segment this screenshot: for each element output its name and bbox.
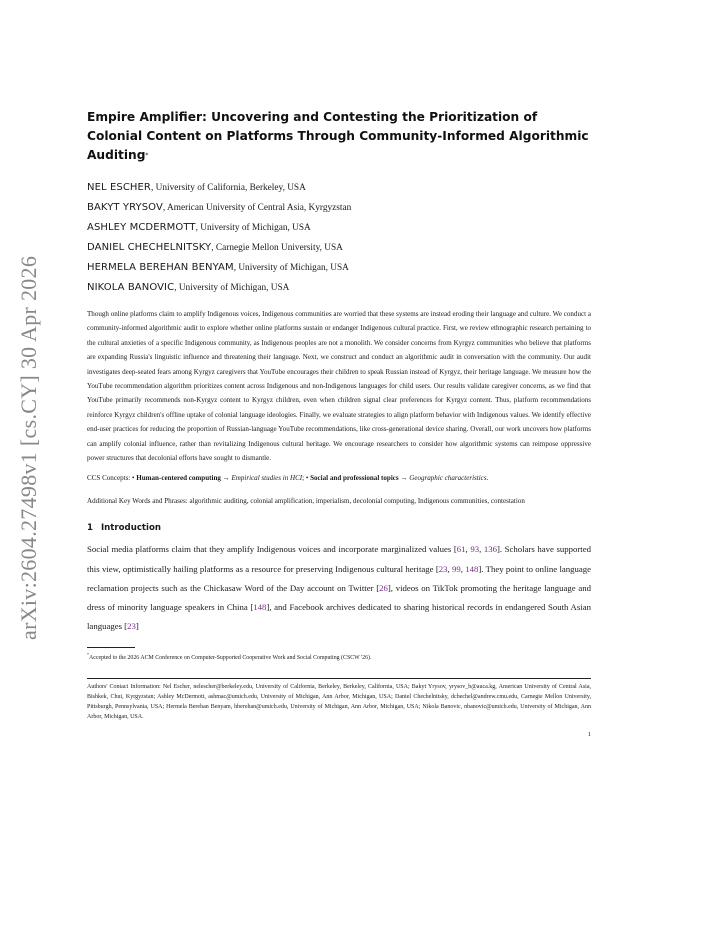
intro-text: ], videos on TikTok promoting the heritage language and dress of minority language speakers in China [ — [87, 582, 591, 613]
author-entry — [87, 198, 591, 218]
author-entry — [87, 278, 591, 298]
footnote-text: Accepted to the 2026 ACM Conference on Computer-Supported Cooperative Work and Social Computing (CSCW '26). — [89, 654, 372, 661]
footnote-divider — [87, 647, 135, 648]
intro-text: , — [465, 544, 471, 555]
paper-title — [87, 108, 591, 165]
citation-link[interactable]: 136 — [483, 544, 497, 555]
ccs-subconcept-1: Empirical studies in HCI — [231, 474, 303, 483]
author-entry — [87, 238, 591, 258]
citation-link[interactable]: 23 — [438, 563, 448, 574]
acceptance-footnote — [87, 650, 591, 663]
ccs-bullet: • — [132, 474, 137, 483]
citation-link[interactable]: 93 — [470, 544, 480, 555]
author-affiliation: , University of California, Berkeley, USA — [150, 183, 306, 193]
ccs-concepts — [87, 471, 591, 485]
author-affiliation: , Carnegie Mellon University, USA — [211, 243, 343, 253]
section-heading — [87, 521, 591, 535]
title-text: Empire Amplifier: Uncovering and Contesting the Prioritization of Colonial Content on Platforms Through Community-Informed Algorithmic Auditing — [87, 110, 589, 162]
ccs-label: CCS Concepts: — [87, 474, 133, 483]
author-name: BAKYT YRYSOV — [87, 202, 163, 213]
author-entry — [87, 258, 591, 278]
intro-text: ]. They point to online language reclamation projects such as the Chickasaw Word of the Day account on Twitter [ — [87, 563, 592, 593]
intro-text: Social media platforms claim that they amplify Indigenous voices and incorporate marginalized values [ — [87, 544, 457, 555]
intro-text: , — [479, 544, 484, 555]
ccs-bullet: • — [305, 474, 311, 483]
ccs-concept-2: Social and professional topics — [310, 474, 399, 483]
ccs-arrow: → — [398, 474, 410, 483]
abstract: Though online platforms claim to amplify Indigenous voices, Indigenous communities are worried that these systems are instead eroding their language and culture. We conduct a community-informed algorithmic audit to explore whether online platforms sustain or endanger Indigenous cultural practice. First, we review ethnographic research pertaining to the cultural anxieties of a specific Indigenous community, as Indigenous peoples are not a monolith. We consider concerns from Kyrgyz communities who believe that platforms are expanding Russia's linguistic influence and threatening their language. Next, we construct and conduct an algorithmic audit in conversation with the community. Our audit investigates deep-seated fears among Kyrgyz caregivers that YouTube encourages their children to speak Russian instead of Kyrgyz, their heritage language. We measure how the YouTube recommendation algorithm prioritizes content across Indigenous and non-Indigenous languages for child users. Our results validate caregiver concerns, as we find that YouTube primarily recommends non-Kyrgyz content to Kyrgyz children, even when children signal clear preferences for Kyrgyz content. Thus, platform recommendations reinforce Kyrgyz children's offline uptake of colonial language ideologies. Finally, we evaluate strategies to align platform behavior with Indigenous values. We identify effective end-user practices for reducing the proportion of Russian-language YouTube recommendations, like cross-generational device sharing. Overall, our work uncovers how platforms can amplify colonial influence, rather than revitalizing Indigenous cultural heritage. We encourage researchers to consider how algorithmic systems can reimpose oppressive power structures that decolonial efforts have sought to dismantle. — [87, 310, 591, 463]
author-name: HERMELA BEREHAN BENYAM — [87, 262, 234, 273]
intro-text: , — [460, 563, 466, 574]
citation-link[interactable]: 99 — [452, 563, 461, 574]
intro-text: , — [447, 563, 452, 574]
ccs-end: . — [486, 474, 489, 483]
author-name: DANIEL CHECHELNITSKY — [87, 242, 212, 253]
author-list — [87, 178, 591, 298]
intro-text: ], and Facebook archives dedicated to sharing historical records in endangered South Asian languages [ — [87, 602, 591, 632]
keywords: Additional Key Words and Phrases: algorithmic auditing, colonial amplification, imperialism, decolonial computing, Indigenous communities, contestation — [87, 496, 525, 505]
ccs-separator: ; — [302, 474, 306, 483]
intro-text: ] — [135, 621, 139, 632]
footnote-mark: * — [87, 651, 89, 657]
section-title: Introduction — [100, 523, 161, 534]
author-contact-information: Authors' Contact Information: Nel Escher, nelescher@berkeley.edu, University of California, Berkeley, Berkeley, California, USA; Bakyt Yrysov, yrysov_b@auca.kg, American University of Central Asia, Bishkek, Chui, Kyrgyzstan; Ashley McDermott, ashmac@umich.edu, University of Michigan, Ann Arbor, Michigan, USA; Daniel Chechelnitsky, dchechel@andrew.cmu.edu, Carnegie Mellon University, Pittsburgh, Pennsylvania, USA; Hermela Berehan Benyam, hberehan@umich.edu, University of Michigan, Ann Arbor, Michigan, USA; Nikola Banovic, nbanovic@umich.edu, University of Michigan, Ann Arbor, Michigan, USA. — [87, 683, 591, 720]
citation-link[interactable]: 148 — [253, 602, 267, 613]
author-name: ASHLEY MCDERMOTT — [87, 222, 196, 233]
contact-divider — [87, 678, 591, 679]
paper-first-page — [87, 108, 591, 738]
ccs-concept-1: Human-centered computing — [136, 474, 221, 483]
section-number: 1 — [87, 523, 93, 534]
author-entry — [87, 178, 591, 198]
citation-link[interactable]: 23 — [127, 621, 136, 632]
author-affiliation: , University of Michigan, USA — [195, 223, 311, 233]
author-name: NEL ESCHER — [87, 182, 151, 193]
intro-text: ]. Scholars have supported this view, optimistically hailing platforms as a resource for preserving Indigenous cultural heritage [ — [87, 544, 591, 574]
title-footnote-mark: * — [145, 152, 149, 159]
introduction-paragraph — [87, 540, 591, 636]
author-name: NIKOLA BANOVIC — [87, 282, 175, 293]
author-affiliation: , American University of Central Asia, Kyrgyzstan — [162, 203, 352, 213]
ccs-subconcept-2: Geographic characteristics — [409, 474, 487, 483]
author-affiliation: , University of Michigan, USA — [174, 283, 290, 293]
arxiv-identifier-stamp: arXiv:2604.27498v1 [cs.CY] 30 Apr 2026 — [16, 255, 41, 640]
citation-link[interactable]: 26 — [379, 582, 388, 593]
citation-link[interactable]: 148 — [465, 563, 479, 574]
ccs-arrow: → — [220, 474, 232, 483]
citation-link[interactable]: 61 — [456, 544, 466, 555]
page-number: 1 — [587, 730, 591, 738]
author-affiliation: , University of Michigan, USA — [233, 263, 349, 273]
author-entry — [87, 218, 591, 238]
